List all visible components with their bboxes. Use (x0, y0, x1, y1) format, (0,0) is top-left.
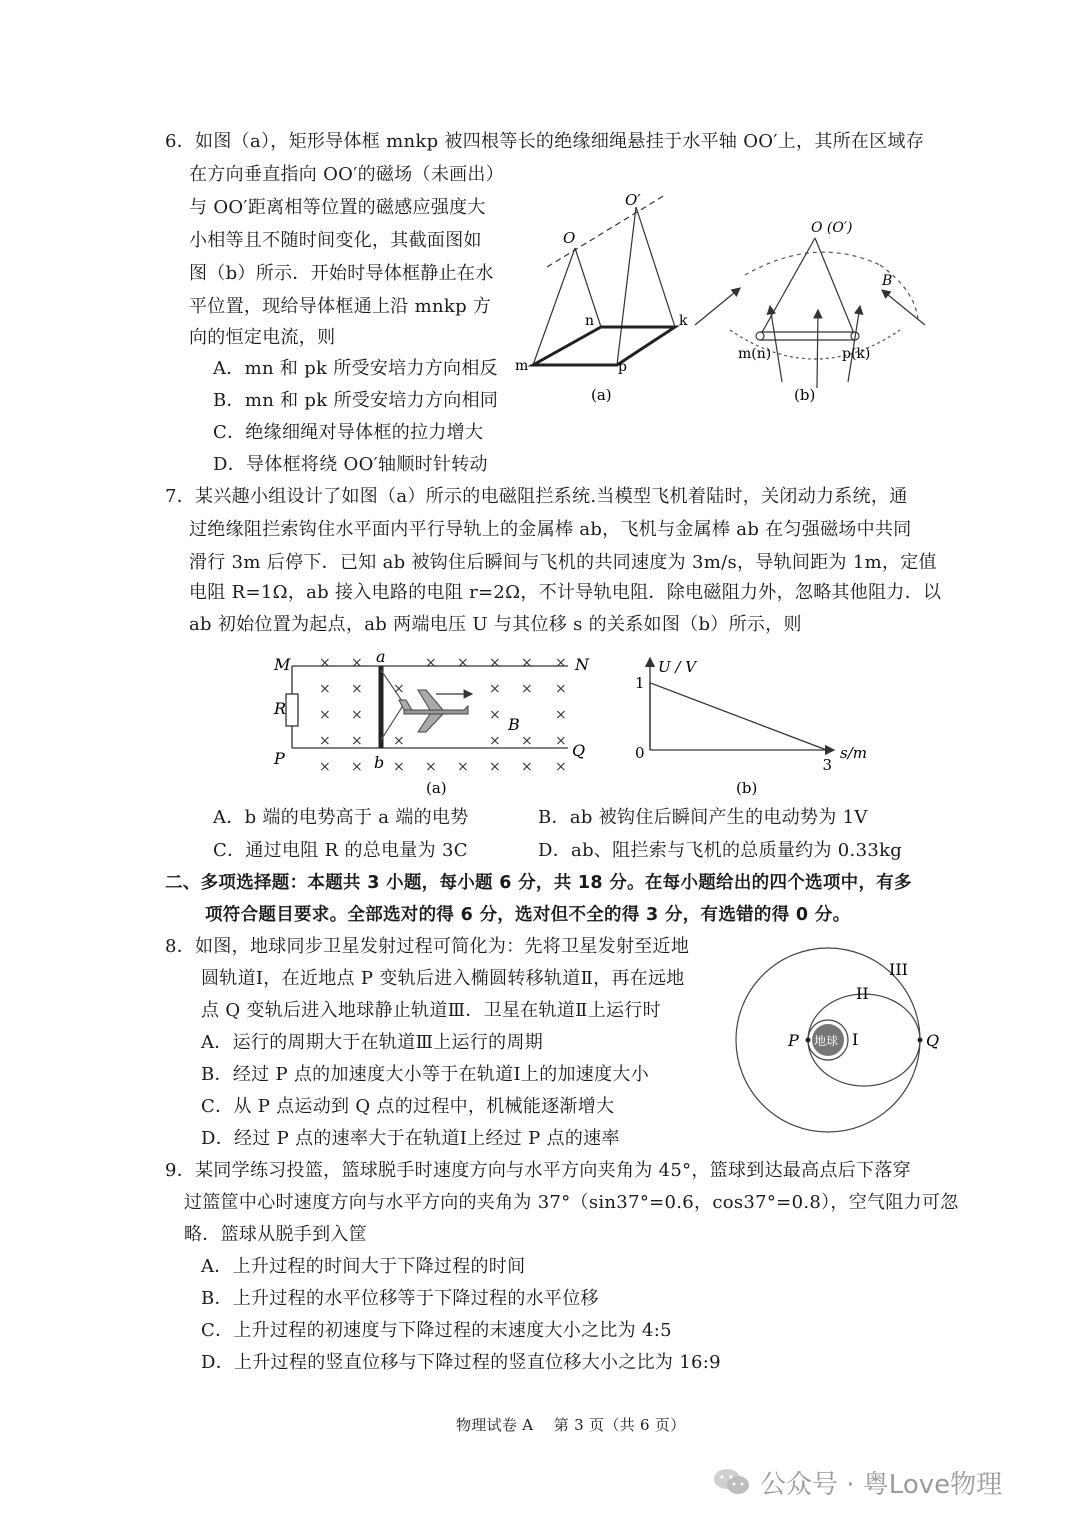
field-cross: × (319, 733, 331, 749)
field-cross: × (457, 759, 469, 775)
field-cross: × (425, 759, 437, 775)
watermark-text: 公众号 · 粤Love物理 (760, 1470, 1003, 1500)
rope-right (815, 238, 855, 336)
label-q7: Q (572, 741, 586, 760)
q7-option-a: A．b 端的电势高于 a 端的电势 (213, 807, 469, 828)
label-k: k (679, 313, 688, 329)
field-arrow-2 (770, 306, 782, 382)
q7-chart-b (628, 652, 888, 800)
q7-line-1: 7．某兴趣小组设计了如图（a）所示的电磁阻拦系统.当模型飞机着陆时，关闭动力系统，通 (165, 486, 908, 507)
y-tick-1: 1 (635, 673, 645, 692)
label-p8: P (788, 1031, 799, 1050)
q8-option-c: C．从 P 点运动到 Q 点的过程中，机械能逐渐增大 (201, 1096, 615, 1117)
q8-option-a: A．运行的周期大于在轨道Ⅲ上运行的周期 (201, 1032, 544, 1053)
label-field-b7: B (508, 715, 520, 734)
field-cross: × (319, 759, 331, 775)
q6-line-1: 6．如图（a），矩形导体框 mnkp 被四根等长的绝缘细绳悬挂于水平轴 OO′上，其所在区域存 (165, 131, 925, 152)
label-q8: Q (926, 1031, 940, 1050)
point-p (806, 1038, 811, 1043)
rope-4 (636, 207, 675, 327)
q8-option-b: B．经过 P 点的加速度大小等于在轨道Ⅰ上的加速度大小 (201, 1064, 649, 1085)
q8-line-2: 圆轨道Ⅰ，在近地点 P 变轨后进入椭圆转移轨道Ⅱ，再在远地 (201, 968, 685, 989)
field-cross: × (555, 707, 567, 723)
label-o-prime: O′ (625, 191, 641, 209)
field-cross: × (521, 733, 533, 749)
label-pk: p(k) (842, 346, 871, 362)
q7-line-3: 滑行 3m 后停下．已知 ab 被钩住后瞬间与飞机的共同速度为 3m/s，导轨间距为 1m，定值 (189, 552, 937, 573)
origin-tick-0: 0 (635, 744, 645, 762)
field-cross: × (393, 759, 405, 775)
field-cross: × (555, 733, 567, 749)
label-b-field: B (882, 273, 893, 289)
q8-line-3: 点 Q 变轨后进入地球静止轨道Ⅲ．卫星在轨道Ⅱ上运行时 (201, 1000, 661, 1021)
q6-line-5: 图（b）所示．开始时导体框静止在水 (189, 263, 494, 284)
q6-option-d: D．导体框将绕 OO′轴顺时针转动 (213, 454, 488, 475)
field-arrow-5 (882, 290, 925, 325)
q6-option-c: C．绝缘细绳对导体框的拉力增大 (213, 422, 484, 443)
field-cross: × (555, 759, 567, 775)
field-cross: × (555, 681, 567, 697)
q6-figure-b (690, 210, 940, 410)
q7-line-5: ab 初始位置为起点，ab 两端电压 U 与其位移 s 的关系如图（b）所示，则 (189, 614, 802, 635)
field-arrow-4 (848, 306, 860, 382)
x-tick-3: 3 (822, 756, 833, 774)
label-a7: a (376, 648, 386, 666)
q7-line-2: 过绝缘阻拦索钩住水平面内平行导轨上的金属棒 ab，飞机与金属棒 ab 在匀强磁场中共同 (189, 519, 912, 540)
q9-option-c: C．上升过程的初速度与下降过程的末速度大小之比为 4:5 (201, 1320, 672, 1341)
field-cross: × (351, 733, 363, 749)
airplane-icon (399, 690, 468, 732)
field-cross: × (555, 655, 567, 671)
label-orbit-ii: II (856, 984, 869, 1003)
q9-option-d: D．上升过程的竖直位移与下降过程的竖直位移大小之比为 16:9 (201, 1352, 721, 1373)
q6-line-4: 小相等且不随时间变化，其截面图如 (189, 230, 482, 251)
q7-line-4: 电阻 R=1Ω，ab 接入电路的电阻 r=2Ω，不计导轨电阻．除电磁阻力外，忽略其他阻力．以 (189, 582, 942, 603)
q6-line-3: 与 OO′距离相等位置的磁感应强度大 (189, 197, 486, 218)
conductor-frame (533, 327, 675, 365)
field-cross: × (521, 655, 533, 671)
caption-a: (a) (591, 386, 612, 404)
rope-left (760, 238, 815, 336)
q7-figure-a (268, 648, 598, 800)
q9-option-b: B．上升过程的水平位移等于下降过程的水平位移 (201, 1288, 599, 1309)
q6-line-7: 向的恒定电流，则 (189, 327, 336, 348)
q7-option-b: B．ab 被钩住后瞬间产生的电动势为 1V (538, 807, 868, 828)
label-o: O (563, 229, 576, 247)
label-m7: M (274, 655, 291, 674)
q6-option-a: A．mn 和 pk 所受安培力方向相反 (213, 358, 498, 379)
label-m: m (515, 358, 529, 374)
magnetic-field-crosses (319, 655, 567, 775)
field-cross: × (319, 681, 331, 697)
q6-figure-a (505, 185, 705, 410)
label-orbit-iii: III (889, 960, 908, 979)
field-cross: × (489, 759, 501, 775)
q7-option-d: D．ab、阻拦索与飞机的总质量约为 0.33kg (538, 840, 903, 861)
section2-line-1: 二、多项选择题：本题共 3 小题，每小题 6 分，共 18 分。在每小题给出的四个选项中，有多 (165, 873, 912, 893)
q9-option-a: A．上升过程的时间大于下降过程的时间 (201, 1256, 526, 1277)
field-cross: × (351, 681, 363, 697)
caption-b: (b) (794, 386, 816, 404)
q7-option-c: C．通过电阻 R 的总电量为 3C (213, 840, 468, 861)
field-cross: × (489, 681, 501, 697)
arc-top (745, 252, 880, 275)
label-n: n (585, 313, 595, 329)
field-cross: × (351, 655, 363, 671)
field-cross: × (521, 681, 533, 697)
q9-line-1: 9．某同学练习投篮，篮球脱手时速度方向与水平方向夹角为 45°，篮球到达最高点后下落穿 (165, 1160, 911, 1181)
section2-line-2: 项符合题目要求。全部选对的得 6 分，选对但不全的得 3 分，有选错的得 0 分。 (205, 905, 851, 925)
x-axis-label: s/m (840, 744, 867, 762)
label-mn: m(n) (738, 346, 772, 362)
q8-line-1: 8．如图，地球同步卫星发射过程可简化为：先将卫星发射至近地 (165, 936, 690, 957)
rope-3 (617, 207, 636, 365)
field-arrow-3 (817, 310, 818, 388)
rope-1 (533, 248, 575, 365)
field-cross: × (489, 655, 501, 671)
q6-option-b: B．mn 和 pk 所受安培力方向相同 (213, 390, 499, 411)
point-q (918, 1038, 923, 1043)
label-o-oprime: O (O′) (811, 220, 853, 236)
q8-orbit-figure (730, 935, 950, 1145)
label-p: p (618, 359, 627, 375)
page-footer: 物理试卷 A 第 3 页（共 6 页） (456, 1416, 686, 1434)
q6-line-6: 平位置，现给导体框通上沿 mnkp 方 (189, 296, 492, 317)
earth-label: 地球 (814, 1034, 839, 1048)
field-cross: × (319, 707, 331, 723)
field-cross: × (393, 681, 405, 697)
caption-7a: (a) (426, 779, 447, 797)
label-b7: b (374, 753, 385, 772)
field-cross: × (351, 707, 363, 723)
q8-option-d: D．经过 P 点的速率大于在轨道Ⅰ上经过 P 点的速率 (201, 1128, 620, 1149)
q9-line-3: 略．篮球从脱手到入筐 (184, 1224, 367, 1245)
resistor-r (286, 694, 298, 726)
label-p7: P (274, 749, 285, 768)
chart-caption: (b) (736, 779, 758, 797)
label-r7: R (274, 699, 287, 718)
q6-line-2: 在方向垂直指向 OO′的磁场（未画出） (189, 164, 505, 185)
q9-line-2: 过篮筐中心时速度方向与水平方向的夹角为 37°（sin37°=0.6，cos37°=0.8），空气阻力可忽 (184, 1192, 959, 1213)
label-orbit-i: I (852, 1030, 859, 1049)
y-axis-label: U / V (658, 658, 697, 676)
wechat-icon (712, 1466, 752, 1498)
field-cross: × (351, 759, 363, 775)
field-cross: × (457, 655, 469, 671)
field-cross: × (489, 733, 501, 749)
label-n7: N (575, 655, 589, 674)
wire-mn (756, 332, 764, 340)
field-cross: × (489, 707, 501, 723)
field-cross: × (393, 733, 405, 749)
field-cross: × (319, 655, 331, 671)
field-cross: × (425, 655, 437, 671)
field-arrow-1 (695, 288, 740, 325)
series-u-vs-s (650, 683, 826, 750)
field-cross: × (521, 759, 533, 775)
